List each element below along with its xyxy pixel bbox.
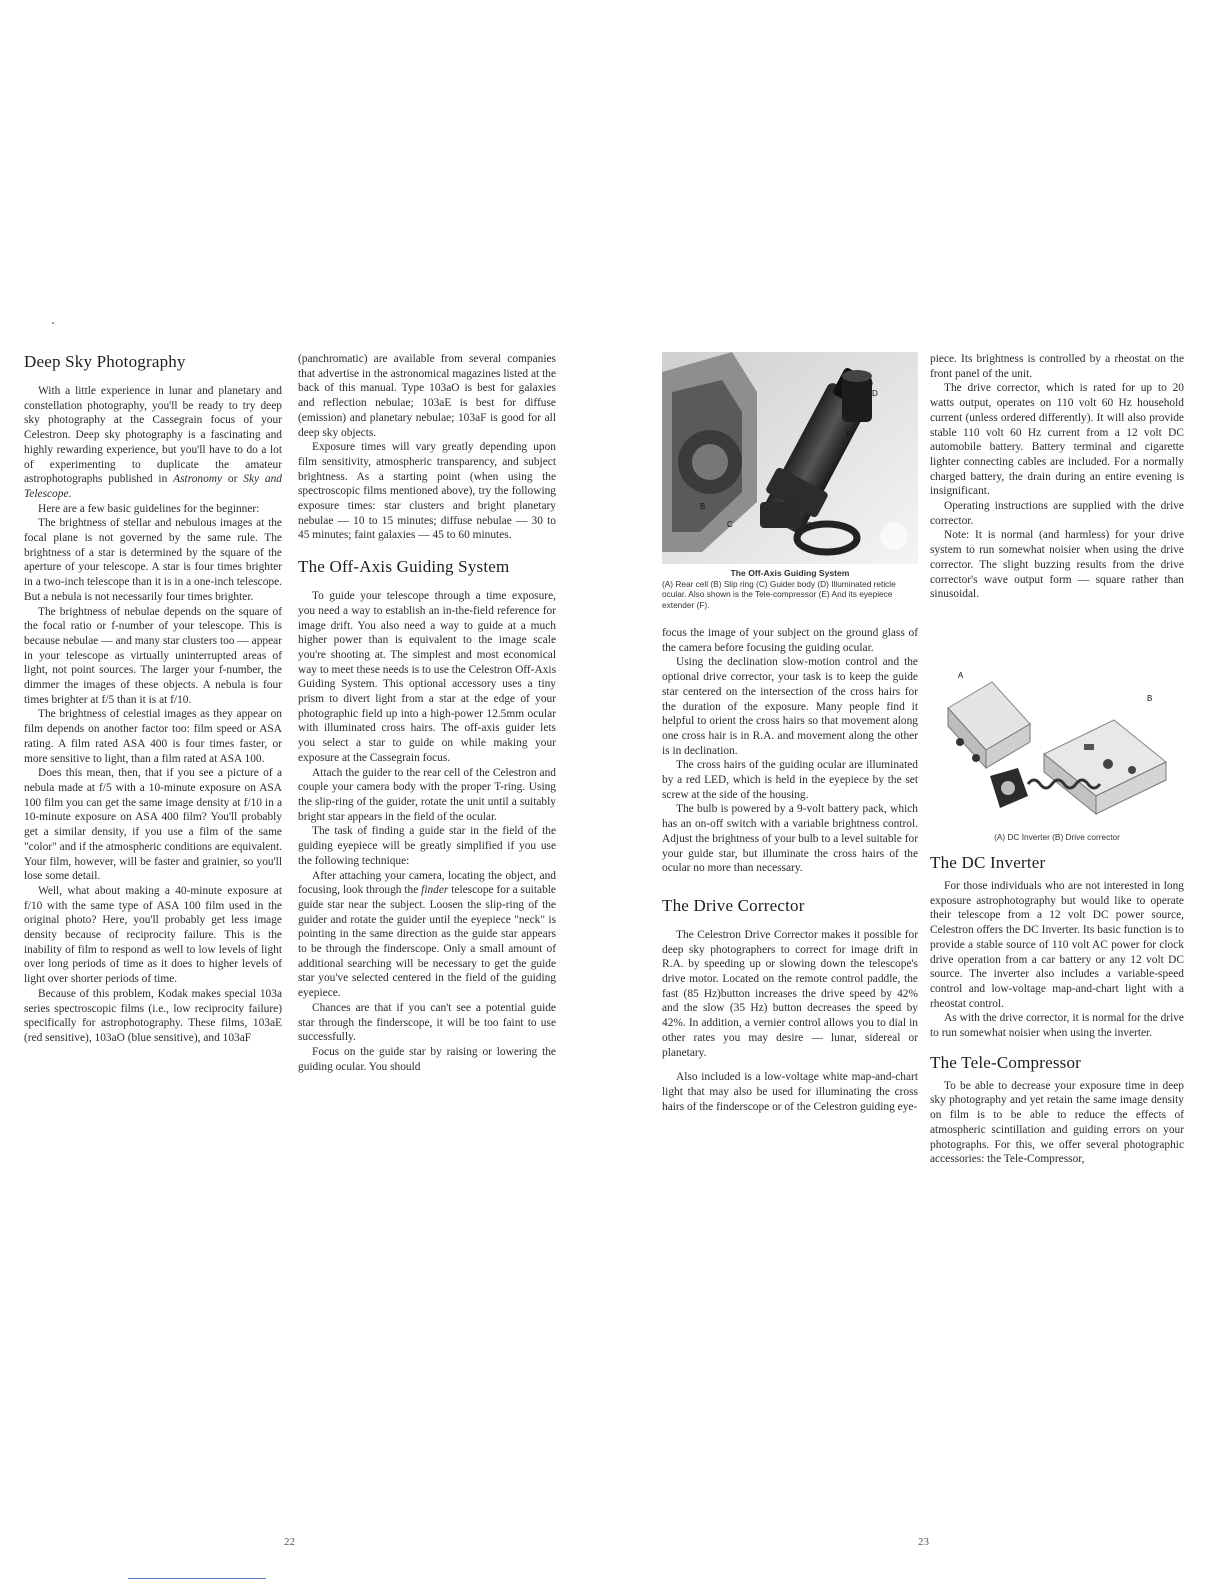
photo-off-axis-guiding-system	[662, 352, 918, 564]
figure-label-d: D	[872, 389, 878, 398]
paragraph: The cross hairs of the guiding ocular are illuminated by a red LED, which is held in the eyepiece by the set screw at the side of the housing.	[662, 759, 918, 801]
heading-deep-sky-photography: Deep Sky Photography	[24, 352, 186, 371]
paragraph: Attach the guider to the rear cell of the Celestron and couple your camera body with the proper T-ring. Using the slip-ring of the guider, rotate the unit until a suitably bright star appears in the field of the ocular.	[298, 766, 556, 823]
column-3	[662, 626, 918, 1114]
paragraph: The task of finding a guide star in the field of the guiding eyepiece will be greatly simplified if you use the following technique:	[298, 825, 556, 867]
guider-photo-illustration	[662, 352, 918, 564]
figure-label-b: B	[700, 502, 706, 511]
heading-off-axis-guiding-system: The Off-Axis Guiding System	[298, 557, 510, 577]
paragraph: The brightness of nebulae depends on the square of the focal ratio or f-number of your telescope. This is because nebulae — and many star clusters too — appear in your telescope as virtually uninterrupted areas of light, not point sources. The larger your f-number, the dimmer the images of these objects. A nebula is four times brighter at f/5 than it is at f/10.	[24, 605, 282, 706]
figure-caption-off-axis	[662, 568, 918, 610]
paragraph: For those individuals who are not interested in long exposure astrophotography but would like to operate their telescope from a 12 volt DC power source, Celestron offers the DC Inverter. Its basic function is to provide a stable source of 110 volt AC power for clock drive operation from a car battery or any 12 volt DC source. The inverter also includes a variable-speed control and low-voltage map-and-chart light with a rheostat control.	[930, 880, 1184, 1010]
paragraph: After attaching your camera, locating the object, and focusing, look through the finder telescope for a suitable guide star near the subject. Loosen the slip-ring of the guider and rotate the guider until the eyepiece "neck" is pointing in the same direction as the guide star appears to be through the finderscope. Only a small amount of additional searching will be necessary to get the guide star you've selected centered in the field of the guiding eyepiece.	[298, 869, 556, 1000]
inverter-corrector-illustration	[944, 664, 1170, 824]
paragraph: Operating instructions are supplied with the drive corrector.	[930, 500, 1184, 527]
photo-dc-inverter-drive-corrector	[944, 664, 1170, 824]
heading-dc-inverter: The DC Inverter	[930, 853, 1046, 872]
paragraph: As with the drive corrector, it is normal for the drive to run somewhat noisier when using the inverter.	[930, 1012, 1184, 1040]
figure-label-e: E	[806, 521, 812, 530]
figure-caption-inverter: (A) DC Inverter (B) Drive corrector	[994, 832, 1120, 842]
paragraph: With a little experience in lunar and planetary and constellation photography, you'll be ready to try deep sky photography at the Cassegrain focus of your Celestron. Deep sky photography is a fascinating and highly rewarding experience, but you'll have to do a lot of experimenting to duplicate the amateur astrophotographs published in Astronomy or Sky and Telescope.	[24, 385, 283, 500]
column-4	[930, 352, 1184, 602]
heading-drive-corrector: The Drive Corrector	[662, 895, 805, 915]
paragraph: The brightness of celestial images as they appear on film depends on another factor too: film speed or ASA rating. A film rated ASA 400 is four times faster, or more sensitive to light, than a film rated at ASA 100.	[24, 708, 282, 765]
bottom-rule	[128, 1578, 266, 1579]
paragraph: Chances are that if you can't see a potential guide star through the finderscope, it will be too faint to use successfully.	[298, 1001, 556, 1044]
paragraph: To guide your telescope through a time exposure, you need a way to establish an in-the-field reference for image drift. You also need a way to guide at a much higher power than is equivalent to the image scale you're shooting at. The simplest and most economical way to meet these needs is to use the Celestron Off-Axis Guiding System. This optional accessory uses a tiny prism to divert light from a star at the edge of your photographic field up into a high-power 12.5mm ocular with illuminated cross hairs. The off-axis guider lets you select a star to guide on while making your exposure at the Cassegrain focus.	[298, 590, 556, 764]
paragraph: The brightness of stellar and nebulous images at the focal plane is not governed by the same rule. The brightness of a star is determined by the square of the aperture of your telescope. A star is four times brighter in a two-inch telescope than it is in a one-inch telescope. But a nebula is not necessarily four times brighter.	[24, 517, 282, 603]
figure-label-b2: B	[1147, 694, 1153, 703]
figure-caption-title: The Off-Axis Guiding System	[730, 568, 850, 578]
paragraph: Note: It is normal (and harmless) for your drive system to run somewhat noisier when using the drive corrector. The slight buzzing results from the drive corrector's wave output form — square rather than sinusoidal.	[930, 529, 1184, 601]
paragraph: Also included is a low-voltage white map-and-chart light that may also be used for illuminating the cross hairs of the finderscope or of the Celestron guiding eye-	[662, 1071, 918, 1113]
column-4-lower	[930, 853, 1184, 1167]
page-number-left: 22	[284, 1536, 295, 1548]
paragraph: Exposure times will vary greatly depending upon film sensitivity, atmospheric transparency, and subject brightness. As a starting point (when using the spectroscopic films mentioned above), try the following exposure times: star clusters and bright planetary nebulae — 10 to 15 minutes; diffuse nebulae — 30 to 45 minutes; faint galaxies — 45 to 60 minutes.	[298, 441, 556, 542]
paragraph: Here are a few basic guidelines for the beginner:	[38, 502, 260, 515]
column-1	[24, 352, 282, 1046]
paragraph: Using the declination slow-motion control and the optional drive corrector, your task is to keep the guide star centered on the intersection of the cross hairs for the duration of the exposure. Many people find it helpful to orient the cross hairs so that movement along one cross hair is in R.A. and movement along the other is in declination.	[662, 656, 918, 757]
paragraph: The drive corrector, which is rated for up to 20 watts output, operates on 110 volt 60 Hz household current (unless ordered differently). It will also provide stable 110 volt 60 Hz current from a 12 volt DC automobile battery. Battery terminal and cigarette lighter connecting cables are included. For a normally charged battery, the drain during an entire evening is insignificant.	[930, 382, 1184, 498]
column-2	[298, 352, 556, 1074]
figure-label-f: F	[846, 430, 851, 439]
paragraph: The bulb is powered by a 9-volt battery pack, which has an on-off switch with a variable brightness control. Adjust the brightness of your bulb to a level suitable for your guide star, but illuminate the cross hairs of the ocular no more than necessary.	[662, 803, 918, 875]
paragraph: To be able to decrease your exposure time in deep sky photography and yet retain the same image density on film is to be able to reduce the effects of atmospheric scintillation and guiding errors on your photographs. For this, we offer several photographic accessories: the Tele-Compressor,	[930, 1079, 1184, 1166]
paragraph: Focus on the guide star by raising or lowering the guiding ocular. You should	[298, 1045, 556, 1073]
paragraph: Well, what about making a 40-minute exposure at f/10 with the same type of ASA 100 film used in the original photo? Here, you'll probably get less image density because of reciprocity failure. This is the inability of film to respond as well to low levels of light over long periods of time as it does to higher levels of light over shorter periods of time.	[24, 884, 282, 986]
page-number-right: 23	[918, 1536, 929, 1548]
paragraph: (panchromatic) are available from several companies that advertise in the astronomical magazines listed at the back of this manual. Type 103aO is best for galaxies and reflection nebulae; 103aE is best for diffuse (emission) and planetary nebulae; 103aF is good for all deep sky objects.	[298, 353, 556, 439]
paragraph: The Celestron Drive Corrector makes it possible for deep sky photographers to correct for image drift in R.A. by speeding up or slowing down the telescope's drive motor. Located on the remote control paddle, the fast (85 Hz)button increases the drive speed by 42% and the slow (35 Hz) button decreases the speed by 42%. In addition, a vernier control allows you to dial in other rates you may desire — lunar, sidereal or planetary.	[662, 928, 918, 1059]
page-speck	[52, 322, 54, 324]
figure-label-a: A	[958, 671, 964, 680]
paragraph: piece. Its brightness is controlled by a rheostat on the front panel of the unit.	[930, 353, 1184, 380]
figure-caption-text: (A) Rear cell (B) Slip ring (C) Guider body (D) Illuminated reticle ocular. Also shown is the Tele-compressor (E) And its eyepiece extender (F).	[662, 578, 896, 610]
paragraph: focus the image of your subject on the ground glass of the camera before focusing the guiding ocular.	[662, 627, 918, 654]
figure-label-c: C	[727, 520, 733, 529]
paragraph: Because of this problem, Kodak makes special 103a series spectroscopic films (i.e., low reciprocity failure) specifically for astrophotography. These films, 103aE (red sensitive), 103aO (blue sensitive), and 103aF	[24, 987, 282, 1044]
paragraph: Does this mean, then, that if you see a picture of a nebula made at f/5 with a 10-minute exposure on ASA 100 film you can get the same image density at f/10 in a 10-minute exposure on ASA 400 film? You'll probably get a similar density, if you use a film of the same "color" and if the atmospheric conditions are equivalent. Your film, however, will be faster and grainier, so you'll lose some detail.	[24, 767, 282, 883]
heading-tele-compressor: The Tele-Compressor	[930, 1052, 1082, 1072]
